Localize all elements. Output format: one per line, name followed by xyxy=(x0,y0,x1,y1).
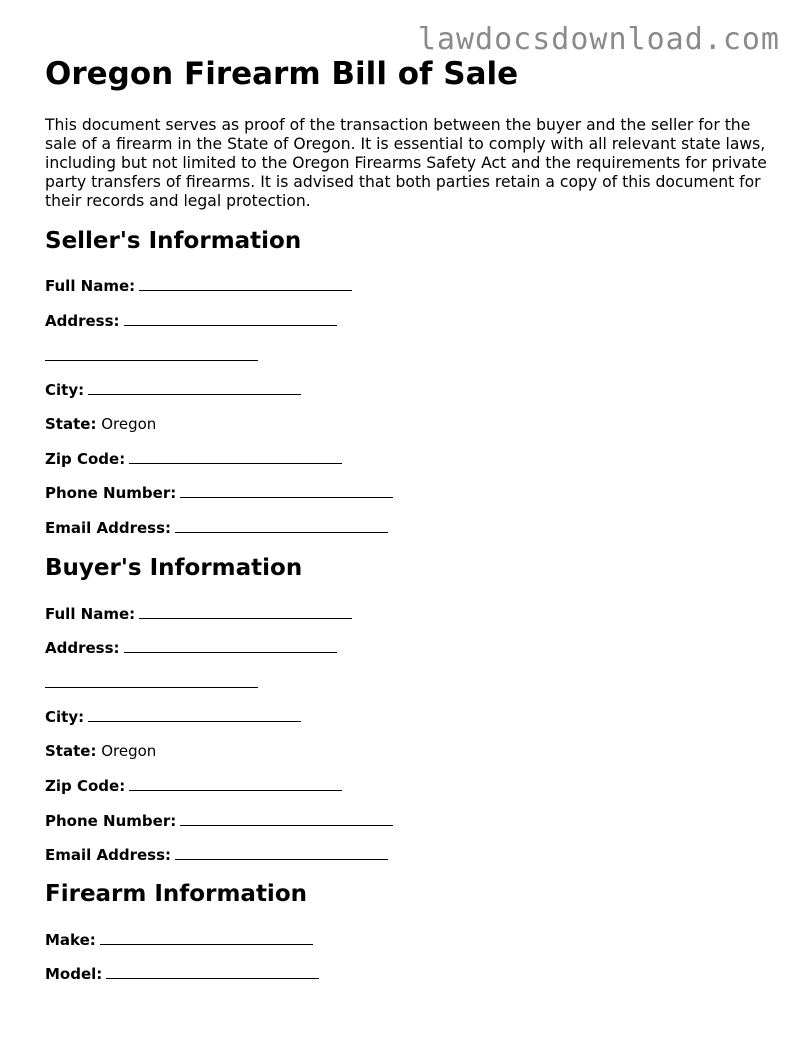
field-label: City: xyxy=(45,708,85,726)
seller-zip-blank[interactable] xyxy=(129,450,342,464)
field-label: State: xyxy=(45,415,97,433)
buyer-phone-blank[interactable] xyxy=(180,812,393,826)
firearm-section-heading: Firearm Information xyxy=(45,881,307,907)
field-label: State: xyxy=(45,742,97,760)
field-label: Full Name: xyxy=(45,605,136,623)
field-label: Phone Number: xyxy=(45,484,177,502)
seller-phone-field xyxy=(45,483,393,503)
buyer-full-name-field xyxy=(45,604,352,624)
buyer-full-name-blank[interactable] xyxy=(139,605,352,619)
seller-full-name-field xyxy=(45,276,352,296)
field-label: Address: xyxy=(45,639,120,657)
field-label: Full Name: xyxy=(45,277,136,295)
buyer-section-heading: Buyer's Information xyxy=(45,555,303,581)
seller-address-field xyxy=(45,311,337,331)
buyer-state-value: Oregon xyxy=(101,742,157,760)
buyer-zip-blank[interactable] xyxy=(129,777,342,791)
buyer-address-line2-field xyxy=(45,673,258,693)
firearm-make-field xyxy=(45,930,313,950)
seller-state-value: Oregon xyxy=(101,415,157,433)
seller-address-line2-field xyxy=(45,346,258,366)
field-label: Model: xyxy=(45,965,103,983)
buyer-address-line2-blank[interactable] xyxy=(45,674,258,688)
seller-city-field xyxy=(45,380,301,400)
field-label: Address: xyxy=(45,312,120,330)
buyer-email-blank[interactable] xyxy=(175,846,388,860)
field-label: Phone Number: xyxy=(45,812,177,830)
seller-zip-field xyxy=(45,449,342,469)
field-label: Make: xyxy=(45,931,96,949)
field-label: Zip Code: xyxy=(45,450,126,468)
field-label: Zip Code: xyxy=(45,777,126,795)
buyer-city-blank[interactable] xyxy=(88,708,301,722)
buyer-phone-field xyxy=(45,811,393,831)
firearm-model-blank[interactable] xyxy=(106,965,319,979)
watermark: lawdocsdownload.com xyxy=(417,22,780,57)
buyer-address-field xyxy=(45,638,337,658)
seller-full-name-blank[interactable] xyxy=(139,277,352,291)
seller-city-blank[interactable] xyxy=(88,381,301,395)
buyer-state-field xyxy=(45,741,156,761)
seller-phone-blank[interactable] xyxy=(180,484,393,498)
seller-state-field xyxy=(45,414,156,434)
firearm-model-field xyxy=(45,964,319,984)
field-label: City: xyxy=(45,381,85,399)
field-label: Email Address: xyxy=(45,519,172,537)
seller-address-blank[interactable] xyxy=(124,312,337,326)
seller-email-blank[interactable] xyxy=(175,519,388,533)
seller-address-line2-blank[interactable] xyxy=(45,347,258,361)
field-label: Email Address: xyxy=(45,846,172,864)
buyer-zip-field xyxy=(45,776,342,796)
buyer-address-blank[interactable] xyxy=(124,639,337,653)
page-title: Oregon Firearm Bill of Sale xyxy=(45,56,519,92)
buyer-email-field xyxy=(45,845,388,865)
seller-email-field xyxy=(45,518,388,538)
intro-paragraph: This document serves as proof of the transaction between the buyer and the seller for the sale of a firearm in the State of Oregon. It is essential to comply with all relevant state laws, including but not limited to the Oregon Firearms Safety Act and the requirements for private party transfers of firearms. It is advised that both parties retain a copy of this document for their records and legal protection. xyxy=(45,116,767,210)
buyer-city-field xyxy=(45,707,301,727)
seller-section-heading: Seller's Information xyxy=(45,228,302,254)
firearm-make-blank[interactable] xyxy=(100,931,313,945)
